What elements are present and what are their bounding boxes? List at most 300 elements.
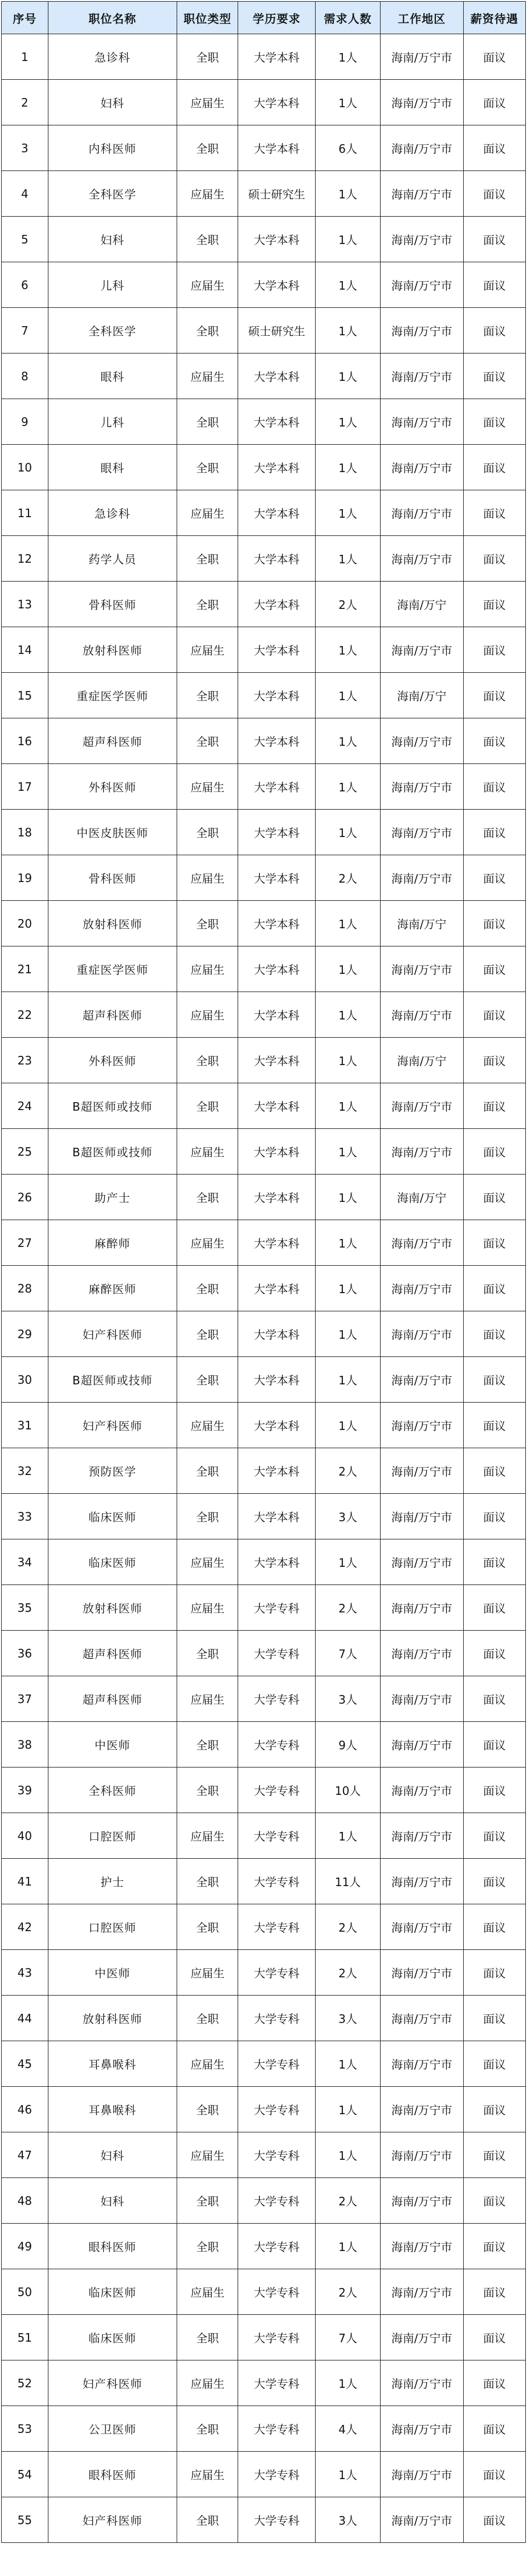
table-row [2,1129,526,1175]
table-row [2,1631,526,1676]
headcount-cell: 2人 [316,1585,381,1631]
serial-number-cell: 51 [2,2315,48,2360]
table-row [2,354,526,399]
position-type-cell: 全职 [177,1266,238,1311]
serial-number-cell: 42 [2,1904,48,1950]
table-row [2,627,526,673]
position-type-cell: 全职 [177,399,238,445]
work-location-cell: 海南/万宁市 [380,1129,463,1175]
work-location-cell: 海南/万宁市 [380,125,463,171]
serial-number-cell: 50 [2,2269,48,2315]
position-name-cell: 预防医学 [48,1448,177,1494]
serial-number-cell: 52 [2,2360,48,2406]
position-type-cell: 应届生 [177,2132,238,2178]
education-cell: 大学专科 [238,1585,316,1631]
table-row [2,901,526,946]
work-location-cell: 海南/万宁市 [380,1813,463,1859]
salary-cell: 面议 [463,1038,525,1083]
education-cell: 大学本科 [238,217,316,262]
work-location-cell: 海南/万宁市 [380,1494,463,1539]
table-row [2,1585,526,1631]
serial-number-cell: 15 [2,673,48,718]
table-row [2,2452,526,2497]
work-location-cell: 海南/万宁市 [380,810,463,855]
work-location-cell: 海南/万宁市 [380,1904,463,1950]
position-type-cell: 全职 [177,34,238,80]
position-type-cell: 应届生 [177,1403,238,1448]
education-cell: 大学专科 [238,1676,316,1722]
job-listing-table-container [1,1,526,2543]
serial-number-cell: 44 [2,1996,48,2041]
position-name-cell: B超医师或技师 [48,1083,177,1129]
work-location-cell: 海南/万宁市 [380,1448,463,1494]
table-row [2,262,526,308]
headcount-cell: 1人 [316,1220,381,1266]
headcount-cell: 1人 [316,718,381,764]
serial-number-cell: 11 [2,490,48,536]
position-type-cell: 全职 [177,2178,238,2224]
serial-number-cell: 17 [2,764,48,810]
salary-cell: 面议 [463,2041,525,2087]
position-name-cell: 麻醉师 [48,1220,177,1266]
position-name-cell: 眼科医师 [48,2452,177,2497]
position-name-cell: 临床医师 [48,2315,177,2360]
education-cell: 大学本科 [238,764,316,810]
serial-number-cell: 25 [2,1129,48,1175]
serial-number-cell: 43 [2,1950,48,1996]
headcount-cell: 1人 [316,1311,381,1357]
work-location-cell: 海南/万宁市 [380,627,463,673]
position-type-cell: 全职 [177,217,238,262]
education-cell: 大学本科 [238,490,316,536]
position-type-cell: 应届生 [177,171,238,217]
work-location-cell: 海南/万宁市 [380,1220,463,1266]
work-location-cell: 海南/万宁市 [380,1311,463,1357]
position-type-cell: 应届生 [177,1539,238,1585]
table-row [2,1722,526,1768]
table-row [2,992,526,1038]
education-cell: 硕士研究生 [238,171,316,217]
salary-cell: 面议 [463,1403,525,1448]
position-name-cell: 中医皮肤医师 [48,810,177,855]
table-row [2,946,526,992]
salary-cell: 面议 [463,1676,525,1722]
serial-number-cell: 36 [2,1631,48,1676]
salary-cell: 面议 [463,1494,525,1539]
work-location-cell: 海南/万宁市 [380,171,463,217]
header-position-name: 职位名称 [48,2,177,34]
table-row [2,217,526,262]
position-name-cell: 超声科医师 [48,1676,177,1722]
position-type-cell: 全职 [177,673,238,718]
salary-cell: 面议 [463,1859,525,1904]
position-name-cell: 全科医学 [48,171,177,217]
position-type-cell: 应届生 [177,764,238,810]
position-name-cell: 放射科医师 [48,1996,177,2041]
serial-number-cell: 10 [2,445,48,490]
table-row [2,125,526,171]
work-location-cell: 海南/万宁市 [380,946,463,992]
salary-cell: 面议 [463,445,525,490]
salary-cell: 面议 [463,1996,525,2041]
table-row [2,855,526,901]
table-row [2,810,526,855]
position-type-cell: 应届生 [177,1813,238,1859]
position-type-cell: 全职 [177,810,238,855]
salary-cell: 面议 [463,399,525,445]
serial-number-cell: 31 [2,1403,48,1448]
salary-cell: 面议 [463,2224,525,2269]
headcount-cell: 7人 [316,2315,381,2360]
position-name-cell: 妇产科医师 [48,1403,177,1448]
table-row [2,2315,526,2360]
position-type-cell: 全职 [177,1357,238,1403]
position-type-cell: 应届生 [177,1220,238,1266]
work-location-cell: 海南/万宁市 [380,2041,463,2087]
position-name-cell: 中医师 [48,1722,177,1768]
education-cell: 大学专科 [238,2132,316,2178]
salary-cell: 面议 [463,718,525,764]
education-cell: 大学专科 [238,2315,316,2360]
table-row [2,2132,526,2178]
education-cell: 大学本科 [238,718,316,764]
education-cell: 大学专科 [238,1859,316,1904]
work-location-cell: 海南/万宁市 [380,1722,463,1768]
serial-number-cell: 18 [2,810,48,855]
position-name-cell: 妇科 [48,2132,177,2178]
education-cell: 大学专科 [238,1722,316,1768]
headcount-cell: 2人 [316,1950,381,1996]
serial-number-cell: 33 [2,1494,48,1539]
position-type-cell: 全职 [177,582,238,627]
serial-number-cell: 29 [2,1311,48,1357]
headcount-cell: 1人 [316,1266,381,1311]
work-location-cell: 海南/万宁市 [380,855,463,901]
salary-cell: 面议 [463,1266,525,1311]
education-cell: 大学专科 [238,2360,316,2406]
headcount-cell: 1人 [316,2360,381,2406]
position-type-cell: 全职 [177,1175,238,1220]
position-name-cell: 中医师 [48,1950,177,1996]
salary-cell: 面议 [463,2360,525,2406]
work-location-cell: 海南/万宁市 [380,1676,463,1722]
headcount-cell: 2人 [316,582,381,627]
serial-number-cell: 1 [2,34,48,80]
table-row [2,582,526,627]
position-name-cell: 耳鼻喉科 [48,2041,177,2087]
position-type-cell: 全职 [177,1996,238,2041]
table-row [2,1038,526,1083]
work-location-cell: 海南/万宁市 [380,1585,463,1631]
table-row [2,490,526,536]
position-name-cell: B超医师或技师 [48,1129,177,1175]
position-name-cell: 口腔医师 [48,1904,177,1950]
header-work-location: 工作地区 [380,2,463,34]
education-cell: 大学本科 [238,1220,316,1266]
headcount-cell: 1人 [316,673,381,718]
work-location-cell: 海南/万宁市 [380,80,463,125]
education-cell: 大学本科 [238,1494,316,1539]
work-location-cell: 海南/万宁市 [380,490,463,536]
education-cell: 大学本科 [238,582,316,627]
education-cell: 硕士研究生 [238,308,316,354]
headcount-cell: 3人 [316,1494,381,1539]
work-location-cell: 海南/万宁市 [380,2406,463,2452]
position-name-cell: 外科医师 [48,1038,177,1083]
education-cell: 大学本科 [238,1311,316,1357]
position-name-cell: 妇产科医师 [48,1311,177,1357]
table-row [2,1494,526,1539]
education-cell: 大学本科 [238,399,316,445]
position-name-cell: 临床医师 [48,2269,177,2315]
work-location-cell: 海南/万宁 [380,673,463,718]
position-name-cell: 骨科医师 [48,582,177,627]
headcount-cell: 1人 [316,1175,381,1220]
position-name-cell: 急诊科 [48,34,177,80]
salary-cell: 面议 [463,2406,525,2452]
work-location-cell: 海南/万宁 [380,582,463,627]
headcount-cell: 4人 [316,2406,381,2452]
position-name-cell: 护士 [48,1859,177,1904]
position-type-cell: 全职 [177,1859,238,1904]
headcount-cell: 3人 [316,1996,381,2041]
work-location-cell: 海南/万宁 [380,1038,463,1083]
table-row [2,308,526,354]
work-location-cell: 海南/万宁市 [380,1083,463,1129]
table-row [2,1676,526,1722]
work-location-cell: 海南/万宁市 [380,1357,463,1403]
position-type-cell: 应届生 [177,946,238,992]
table-row [2,718,526,764]
position-type-cell: 全职 [177,308,238,354]
headcount-cell: 1人 [316,445,381,490]
salary-cell: 面议 [463,1950,525,1996]
education-cell: 大学本科 [238,354,316,399]
work-location-cell: 海南/万宁市 [380,1631,463,1676]
salary-cell: 面议 [463,1129,525,1175]
serial-number-cell: 41 [2,1859,48,1904]
position-name-cell: 妇产科医师 [48,2497,177,2543]
work-location-cell: 海南/万宁市 [380,2452,463,2497]
salary-cell: 面议 [463,217,525,262]
salary-cell: 面议 [463,946,525,992]
headcount-cell: 1人 [316,171,381,217]
serial-number-cell: 19 [2,855,48,901]
salary-cell: 面议 [463,992,525,1038]
position-type-cell: 应届生 [177,1676,238,1722]
salary-cell: 面议 [463,2132,525,2178]
table-row [2,1813,526,1859]
education-cell: 大学本科 [238,810,316,855]
headcount-cell: 1人 [316,992,381,1038]
serial-number-cell: 8 [2,354,48,399]
table-row [2,764,526,810]
position-type-cell: 全职 [177,2406,238,2452]
headcount-cell: 9人 [316,1722,381,1768]
position-type-cell: 应届生 [177,80,238,125]
serial-number-cell: 27 [2,1220,48,1266]
position-type-cell: 应届生 [177,2360,238,2406]
education-cell: 大学本科 [238,34,316,80]
headcount-cell: 1人 [316,764,381,810]
position-name-cell: 急诊科 [48,490,177,536]
headcount-cell: 1人 [316,217,381,262]
headcount-cell: 2人 [316,2269,381,2315]
table-row [2,1220,526,1266]
position-type-cell: 应届生 [177,2041,238,2087]
salary-cell: 面议 [463,1768,525,1813]
position-type-cell: 应届生 [177,992,238,1038]
salary-cell: 面议 [463,2087,525,2132]
position-type-cell: 全职 [177,2087,238,2132]
position-name-cell: 口腔医师 [48,1813,177,1859]
work-location-cell: 海南/万宁市 [380,34,463,80]
salary-cell: 面议 [463,582,525,627]
headcount-cell: 7人 [316,1631,381,1676]
serial-number-cell: 16 [2,718,48,764]
work-location-cell: 海南/万宁市 [380,2224,463,2269]
serial-number-cell: 28 [2,1266,48,1311]
position-type-cell: 应届生 [177,2269,238,2315]
education-cell: 大学本科 [238,445,316,490]
work-location-cell: 海南/万宁市 [380,764,463,810]
serial-number-cell: 34 [2,1539,48,1585]
position-type-cell: 全职 [177,901,238,946]
headcount-cell: 3人 [316,2497,381,2543]
position-type-cell: 全职 [177,1494,238,1539]
position-name-cell: 妇科 [48,217,177,262]
work-location-cell: 海南/万宁市 [380,1996,463,2041]
position-type-cell: 全职 [177,2497,238,2543]
work-location-cell: 海南/万宁市 [380,1768,463,1813]
work-location-cell: 海南/万宁市 [380,1266,463,1311]
education-cell: 大学专科 [238,2269,316,2315]
salary-cell: 面议 [463,308,525,354]
position-type-cell: 应届生 [177,262,238,308]
salary-cell: 面议 [463,1357,525,1403]
position-type-cell: 应届生 [177,490,238,536]
position-type-cell: 全职 [177,1038,238,1083]
table-row [2,445,526,490]
position-name-cell: 重症医学医师 [48,946,177,992]
education-cell: 大学本科 [238,536,316,582]
education-cell: 大学专科 [238,1904,316,1950]
position-name-cell: 全科医师 [48,1768,177,1813]
salary-cell: 面议 [463,1220,525,1266]
headcount-cell: 1人 [316,1813,381,1859]
work-location-cell: 海南/万宁市 [380,2360,463,2406]
serial-number-cell: 22 [2,992,48,1038]
work-location-cell: 海南/万宁市 [380,354,463,399]
serial-number-cell: 47 [2,2132,48,2178]
salary-cell: 面议 [463,34,525,80]
serial-number-cell: 38 [2,1722,48,1768]
position-type-cell: 应届生 [177,1950,238,1996]
education-cell: 大学专科 [238,2406,316,2452]
headcount-cell: 1人 [316,354,381,399]
position-type-cell: 应届生 [177,354,238,399]
education-cell: 大学专科 [238,1768,316,1813]
position-name-cell: 妇科 [48,2178,177,2224]
work-location-cell: 海南/万宁 [380,901,463,946]
table-row [2,1539,526,1585]
headcount-cell: 1人 [316,1357,381,1403]
table-row [2,1768,526,1813]
serial-number-cell: 35 [2,1585,48,1631]
position-name-cell: 眼科医师 [48,2224,177,2269]
position-type-cell: 应届生 [177,855,238,901]
salary-cell: 面议 [463,1585,525,1631]
work-location-cell: 海南/万宁市 [380,2178,463,2224]
table-row [2,1266,526,1311]
position-type-cell: 全职 [177,1631,238,1676]
education-cell: 大学本科 [238,1175,316,1220]
header-headcount: 需求人数 [316,2,381,34]
table-row [2,536,526,582]
salary-cell: 面议 [463,673,525,718]
serial-number-cell: 46 [2,2087,48,2132]
table-body [2,34,526,2543]
position-type-cell: 应届生 [177,627,238,673]
position-name-cell: 超声科医师 [48,1631,177,1676]
table-row [2,171,526,217]
serial-number-cell: 13 [2,582,48,627]
education-cell: 大学本科 [238,1266,316,1311]
salary-cell: 面议 [463,1813,525,1859]
table-row [2,2360,526,2406]
serial-number-cell: 40 [2,1813,48,1859]
work-location-cell: 海南/万宁市 [380,1950,463,1996]
job-listing-table [1,1,526,2543]
headcount-cell: 1人 [316,1083,381,1129]
position-name-cell: B超医师或技师 [48,1357,177,1403]
education-cell: 大学本科 [238,855,316,901]
education-cell: 大学本科 [238,1403,316,1448]
table-row [2,2041,526,2087]
education-cell: 大学本科 [238,125,316,171]
headcount-cell: 10人 [316,1768,381,1813]
serial-number-cell: 2 [2,80,48,125]
headcount-cell: 2人 [316,2178,381,2224]
position-name-cell: 放射科医师 [48,1585,177,1631]
education-cell: 大学本科 [238,1083,316,1129]
table-row [2,2497,526,2543]
headcount-cell: 11人 [316,1859,381,1904]
position-type-cell: 应届生 [177,1129,238,1175]
work-location-cell: 海南/万宁市 [380,2132,463,2178]
salary-cell: 面议 [463,536,525,582]
position-type-cell: 全职 [177,125,238,171]
serial-number-cell: 3 [2,125,48,171]
serial-number-cell: 7 [2,308,48,354]
headcount-cell: 1人 [316,810,381,855]
salary-cell: 面议 [463,1311,525,1357]
headcount-cell: 1人 [316,901,381,946]
salary-cell: 面议 [463,354,525,399]
education-cell: 大学本科 [238,673,316,718]
work-location-cell: 海南/万宁市 [380,2269,463,2315]
salary-cell: 面议 [463,1904,525,1950]
position-type-cell: 应届生 [177,2452,238,2497]
serial-number-cell: 21 [2,946,48,992]
table-row [2,1996,526,2041]
headcount-cell: 1人 [316,490,381,536]
headcount-cell: 1人 [316,2224,381,2269]
position-name-cell: 重症医学医师 [48,673,177,718]
education-cell: 大学专科 [238,2224,316,2269]
position-type-cell: 全职 [177,1448,238,1494]
education-cell: 大学本科 [238,80,316,125]
